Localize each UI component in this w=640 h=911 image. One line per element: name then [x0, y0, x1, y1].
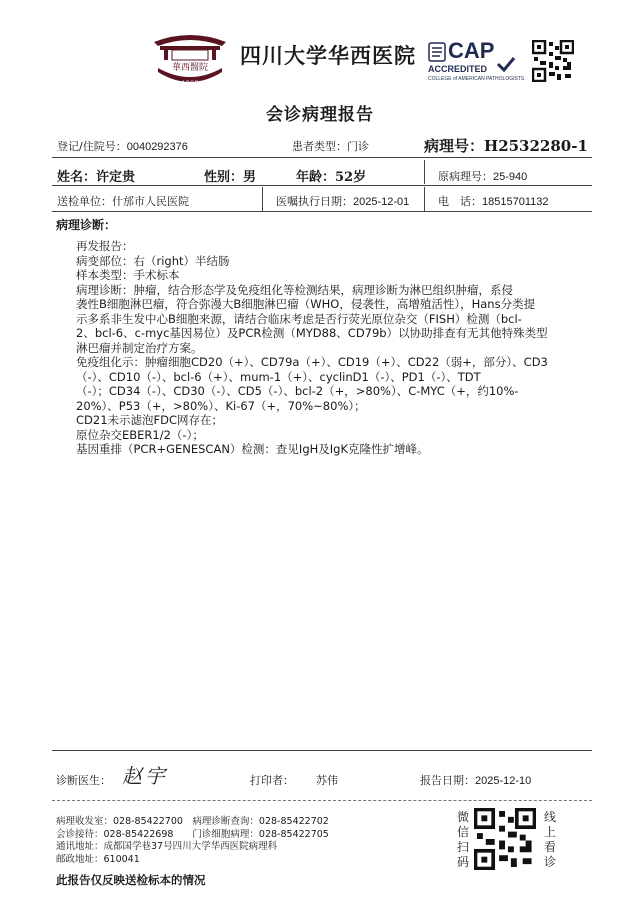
- diagnosis-line: 原位杂交EBER1/2（-）；: [76, 427, 204, 442]
- patient-age: [296, 166, 366, 185]
- wechat-scan-label: 微信扫码: [456, 810, 469, 869]
- diagnosis-line: 2、bcl-6、c-myc基因易位）及PCR检测（MYD88、CD79b）以协助排查有无其他特殊类型: [76, 326, 548, 340]
- diagnosis-line: CD21未示滤泡FDC网存在；: [76, 413, 224, 427]
- order-date: [276, 193, 409, 209]
- logo-text: 華西醫院: [171, 63, 208, 73]
- phone-label: 电 话：: [438, 195, 482, 208]
- disclaimer: 此报告仅反映送检标本的情况: [56, 873, 206, 887]
- reg-number: [57, 138, 188, 154]
- divider: [424, 187, 425, 211]
- contact-info: [56, 816, 329, 866]
- divider: [262, 187, 263, 211]
- divider: [52, 157, 592, 158]
- diagnosis-line: 袭性B细胞淋巴瘤，符合弥漫大B细胞淋巴瘤（WHO，侵袭性，高增殖活性），Hans分类提: [76, 297, 536, 311]
- qr-code-icon[interactable]: [474, 808, 536, 874]
- report-date-label: 报告日期：: [420, 774, 475, 787]
- cap-emblem-icon: [428, 42, 446, 66]
- diagnosis-line: （-）、CD10（-）、bcl-6（+）、mum-1（+）、cyclinD1（-）、PD1（-）、TDT: [76, 369, 481, 384]
- unit-value: 什邡市人民医院: [112, 195, 189, 208]
- reg-value: 0040292376: [126, 141, 188, 153]
- phone: [438, 193, 548, 209]
- date-value: 2025-12-01: [353, 196, 410, 208]
- unit-label: 送检单位：: [57, 195, 112, 208]
- online-view-label: 线上看诊: [543, 810, 556, 869]
- pathno-label: 病理号：: [424, 137, 485, 155]
- diagnosis-line: 20%）、P53（+，>80%）、Ki-67（+，70%~80%）；: [76, 398, 366, 413]
- report-date: [420, 772, 531, 788]
- diagnosis-line: （-）；CD34（-）、CD30（-）、CD5（-）、bcl-2（+，>80%）、C-MYC（+，约10%-: [76, 384, 519, 398]
- qr-code-icon: [532, 40, 574, 86]
- contact-line: 通讯地址：成都国学巷37号四川大学华西医院病理科: [56, 841, 278, 852]
- age-label: 年龄：: [296, 170, 336, 185]
- ptype-label: 患者类型：: [292, 140, 347, 153]
- contact-line: 邮政地址：610041: [56, 853, 140, 865]
- diagnosis-line: 病变部位：右（right）半结肠: [76, 253, 230, 268]
- divider: [52, 800, 592, 801]
- cap-title: CAP: [448, 38, 495, 63]
- hospital-logo: [150, 28, 230, 96]
- origno-value: 25-940: [493, 171, 528, 183]
- printer-label: 打印者：: [250, 774, 294, 787]
- printer-value: 苏伟: [316, 774, 338, 787]
- logo-year: 1892: [181, 80, 199, 88]
- patient-sex: [204, 166, 256, 185]
- phone-value: 18515701132: [482, 196, 549, 208]
- name-label: 姓名：: [57, 170, 97, 185]
- origno-label: 原病理号：: [438, 170, 493, 183]
- original-pathology-number: [438, 168, 527, 184]
- divider: [52, 185, 592, 186]
- divider: [52, 750, 592, 751]
- age-value: 52岁: [335, 170, 367, 185]
- printer: [250, 772, 338, 788]
- checkmark-icon: [496, 56, 516, 76]
- reg-label: 登记/住院号：: [57, 140, 127, 153]
- diagnosis-heading: 病理诊断：: [56, 218, 117, 232]
- diagnosis-line: 示多系非生发中心B细胞来源，请结合临床考虑是否行荧光原位杂交（FISH）检测（bcl-: [76, 311, 522, 326]
- ptype-value: 门诊: [347, 140, 369, 153]
- diagnosis-line: 样本类型：手术标本: [76, 268, 180, 282]
- divider: [424, 160, 425, 184]
- sex-value: 男: [243, 170, 257, 185]
- date-label: 医嘱执行日期：: [276, 195, 353, 208]
- patient-name: [57, 166, 135, 185]
- doctor-signature: 赵宇: [122, 764, 168, 788]
- diagnosis-line: 再发报告：: [76, 239, 134, 253]
- report-date-value: 2025-12-10: [475, 775, 532, 787]
- sex-label: 性别：: [204, 170, 244, 185]
- contact-line: 病理收发室：028-85422700 病理诊断查询：028-85422702: [56, 816, 329, 827]
- report-title: 会诊病理报告: [266, 105, 374, 125]
- cap-accredited: ACCREDITED: [428, 64, 488, 74]
- pathology-number: [424, 135, 588, 156]
- pathno-value: H2532280-1: [484, 137, 588, 155]
- contact-line: 会诊接待：028-85422698 门诊细胞病理：028-85422705: [56, 828, 329, 840]
- hospital-name: 四川大学华西医院: [240, 43, 416, 68]
- divider: [52, 211, 592, 212]
- diagnosis-line: 淋巴瘤并制定治疗方案。: [76, 340, 203, 355]
- diagnosis-body: [76, 239, 576, 457]
- doctor-label: 诊断医生：: [56, 774, 111, 787]
- diagnosis-line: 基因重排（PCR+GENESCAN）检测：查见IgH及IgK克隆性扩增峰。: [76, 442, 429, 456]
- name-value: 许定贵: [96, 170, 136, 185]
- cap-college: COLLEGE of AMERICAN PATHOLOGISTS: [428, 76, 525, 82]
- patient-type: [292, 138, 369, 154]
- diagnosis-line: 病理诊断：肿瘤，结合形态学及免疫组化等检测结果，病理诊断为淋巴组织肿瘤，系侵: [76, 282, 513, 297]
- diagnosis-line: 免疫组化示：肿瘤细胞CD20（+）、CD79a（+）、CD19（+）、CD22（弱+，部分）、CD3: [76, 355, 548, 369]
- submitting-unit: [57, 193, 189, 209]
